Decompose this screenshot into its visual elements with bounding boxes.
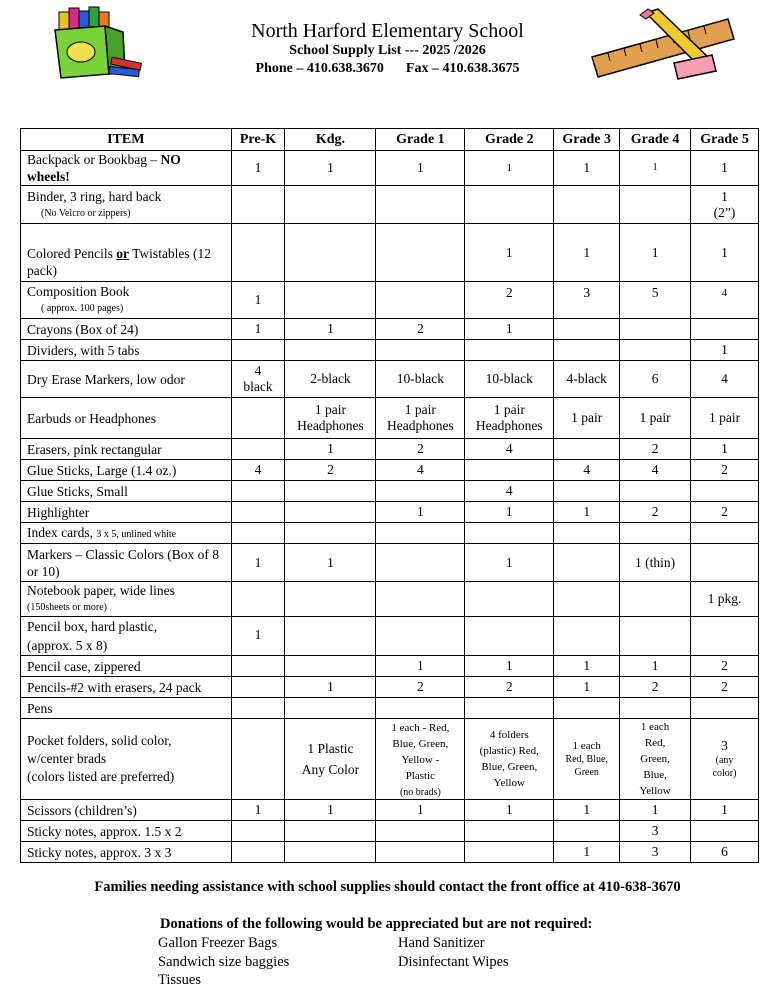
table-row [21, 361, 759, 398]
cell-grade-4 [620, 186, 691, 224]
cell-grade-3 [554, 481, 620, 502]
cell-prek: 1 [231, 800, 285, 821]
cell-grade-1 [376, 340, 465, 361]
cell-kdg: 2 [285, 460, 376, 481]
table-row [21, 460, 759, 481]
cell-grade-2: 1 [465, 151, 554, 186]
cell-grade-1 [376, 282, 465, 319]
phone-number: Phone – 410.638.3670 [255, 61, 384, 76]
cell-value: Blue, Green, [392, 737, 449, 750]
cell-value: (no brads) [399, 786, 441, 798]
cell-grade-1 [376, 719, 465, 800]
cell-grade-3: 4-black [554, 361, 620, 398]
cell-kdg: 1 [285, 544, 376, 582]
supply-list-table [20, 128, 759, 863]
cell-prek [231, 719, 285, 800]
table-row [21, 502, 759, 523]
cell-grade-5 [691, 719, 759, 800]
cell-grade-4: 1 [620, 151, 691, 186]
cell-prek: 4 [231, 460, 285, 481]
cell-kdg [285, 821, 376, 842]
cell-grade-4: 2 [620, 502, 691, 523]
item-earbuds: Earbuds or Headphones [21, 398, 232, 439]
donation-item: Disinfectant Wipes [398, 954, 509, 970]
cell-grade-1 [376, 481, 465, 502]
cell-grade-3 [554, 340, 620, 361]
item-scissors: Scissors (children’s) [21, 800, 232, 821]
cell-grade-1 [376, 523, 465, 544]
donations-title: Donations of the following would be appreciated but are not required: [160, 916, 593, 932]
cell-grade-1 [376, 582, 465, 617]
header-grade-4: Grade 4 [620, 129, 691, 151]
item-pens: Pens [21, 698, 232, 719]
cell-grade-1 [376, 224, 465, 282]
cell-prek: 1 [231, 319, 285, 340]
cell-grade-5 [691, 617, 759, 656]
cell-prek [231, 523, 285, 544]
cell-value: (2”) [713, 204, 736, 220]
table-row [21, 821, 759, 842]
item-notebook-paper [21, 582, 232, 617]
cell-prek: 1 [231, 617, 285, 656]
cell-grade-4: 3 [620, 821, 691, 842]
cell-grade-4: 1 [620, 656, 691, 677]
cell-grade-4: 1 [620, 800, 691, 821]
cell-kdg [285, 186, 376, 224]
table-row [21, 544, 759, 582]
cell-kdg [285, 698, 376, 719]
cell-grade-4 [620, 523, 691, 544]
cell-value: Red, Blue, [565, 753, 608, 765]
item-text: (colors listed are preferred) [27, 769, 175, 784]
cell-grade-2: 1 [465, 544, 554, 582]
donation-item: Hand Sanitizer [398, 935, 485, 951]
item-backpack [21, 151, 232, 186]
cell-grade-2: 4 [465, 439, 554, 460]
cell-value: Blue, [643, 769, 667, 781]
table-row [21, 319, 759, 340]
cell-value: Yellow [639, 785, 671, 797]
cell-grade-4: 3 [620, 842, 691, 863]
cell-kdg [285, 617, 376, 656]
cell-grade-4: 2 [620, 439, 691, 460]
cell-grade-5: 4 [691, 282, 759, 319]
cell-prek [231, 656, 285, 677]
cell-grade-3: 1 [554, 800, 620, 821]
fax-number: Fax – 410.638.3675 [405, 61, 520, 76]
item-pocket-folders [21, 719, 232, 800]
cell-grade-3: 1 [554, 842, 620, 863]
cell-grade-4 [620, 582, 691, 617]
cell-prek [231, 677, 285, 698]
cell-grade-4 [620, 481, 691, 502]
table-row [21, 439, 759, 460]
table-row [21, 398, 759, 439]
cell-prek [231, 361, 285, 398]
cell-grade-5: 1 [691, 439, 759, 460]
cell-grade-5: 6 [691, 842, 759, 863]
cell-value: 1 Plastic [307, 741, 354, 756]
cell-grade-2 [465, 398, 554, 439]
cell-grade-2: 4 [465, 481, 554, 502]
table-row [21, 186, 759, 224]
cell-grade-2 [465, 842, 554, 863]
cell-kdg [285, 656, 376, 677]
item-text: Index cards, [27, 524, 97, 540]
cell-kdg: 1 [285, 151, 376, 186]
header-grade-1: Grade 1 [376, 129, 465, 151]
cell-grade-3 [554, 523, 620, 544]
item-binder [21, 186, 232, 224]
item-sticky-notes-large: Sticky notes, approx. 3 x 3 [21, 842, 232, 863]
cell-grade-1 [376, 821, 465, 842]
item-text: Twistables (12 pack) [27, 246, 212, 278]
list-subtitle: School Supply List --- 2025 /2026 [289, 43, 486, 58]
cell-grade-3: 1 [554, 677, 620, 698]
cell-grade-4: 4 [620, 460, 691, 481]
cell-grade-1: 1 [376, 656, 465, 677]
cell-grade-2: 2 [465, 282, 554, 319]
assistance-note: Families needing assistance with school supplies should contact the front office at 410-638-3670 [94, 879, 681, 895]
cell-grade-3: 4 [554, 460, 620, 481]
cell-grade-5: 4 [691, 361, 759, 398]
cell-grade-3 [554, 186, 620, 224]
item-erasers: Erasers, pink rectangular [21, 439, 232, 460]
cell-value: black [243, 379, 273, 394]
cell-grade-5: 1 [691, 224, 759, 282]
item-text: Pencil box, hard plastic, [27, 619, 158, 634]
table-row [21, 677, 759, 698]
cell-value: Green [574, 766, 599, 778]
item-note: ( approx. 100 pages) [41, 303, 124, 314]
item-emphasis: or [116, 246, 129, 261]
cell-grade-2: 1 [465, 319, 554, 340]
cell-grade-4: 5 [620, 282, 691, 319]
item-text: Pocket folders, solid color, [27, 733, 172, 748]
cell-grade-3 [554, 821, 620, 842]
cell-grade-1: 1 [376, 800, 465, 821]
cell-grade-3 [554, 698, 620, 719]
cell-prek [231, 224, 285, 282]
cell-grade-4: 1 (thin) [620, 544, 691, 582]
item-markers: Markers – Classic Colors (Box of 8 or 10) [21, 544, 232, 582]
cell-grade-5 [691, 186, 759, 224]
item-glue-sticks-large: Glue Sticks, Large (1.4 oz.) [21, 460, 232, 481]
cell-value: Headphones [297, 418, 364, 433]
cell-kdg: 2-black [285, 361, 376, 398]
cell-kdg [285, 398, 376, 439]
item-highlighter: Highlighter [21, 502, 232, 523]
item-index-cards [21, 523, 232, 544]
cell-grade-1: 2 [376, 319, 465, 340]
cell-grade-1: 1 [376, 502, 465, 523]
cell-grade-3 [554, 319, 620, 340]
cell-grade-3: 1 [554, 224, 620, 282]
item-composition-book [21, 282, 232, 319]
item-pencil-box [21, 617, 232, 656]
cell-value: 1 pair [493, 402, 525, 417]
cell-prek [231, 340, 285, 361]
table-row [21, 523, 759, 544]
cell-value: Any Color [301, 762, 360, 777]
cell-grade-3 [554, 544, 620, 582]
cell-grade-4: 1 [620, 224, 691, 282]
cell-prek [231, 439, 285, 460]
cell-grade-1: 4 [376, 460, 465, 481]
cell-grade-3: 3 [554, 282, 620, 319]
cell-grade-4 [620, 617, 691, 656]
cell-prek [231, 842, 285, 863]
item-sticky-notes-small: Sticky notes, approx. 1.5 x 2 [21, 821, 232, 842]
cell-grade-4 [620, 319, 691, 340]
donation-item: Sandwich size baggies [158, 954, 290, 970]
cell-grade-2 [465, 460, 554, 481]
cell-value: 1 pair [404, 402, 436, 417]
cell-grade-5 [691, 481, 759, 502]
donation-item: Tissues [158, 972, 201, 988]
cell-grade-1 [376, 617, 465, 656]
cell-grade-2: 1 [465, 502, 554, 523]
cell-grade-3 [554, 439, 620, 460]
header-grade-5: Grade 5 [691, 129, 759, 151]
header-kdg: Kdg. [285, 129, 376, 151]
cell-grade-4 [620, 698, 691, 719]
header-grade-2: Grade 2 [465, 129, 554, 151]
cell-value: 3 [721, 738, 728, 753]
cell-value: Yellow [493, 777, 525, 789]
cell-grade-2: 1 [465, 800, 554, 821]
cell-grade-2 [465, 523, 554, 544]
cell-value: 1 each [572, 739, 601, 752]
cell-grade-1: 10-black [376, 361, 465, 398]
table-row [21, 656, 759, 677]
cell-grade-2 [465, 340, 554, 361]
cell-grade-5: 2 [691, 502, 759, 523]
cell-grade-1 [376, 698, 465, 719]
cell-value: Green, [640, 753, 670, 765]
cell-grade-2 [465, 186, 554, 224]
cell-grade-4 [620, 340, 691, 361]
cell-kdg [285, 340, 376, 361]
item-text: Backpack or Bookbag – [27, 152, 161, 167]
cell-grade-1 [376, 544, 465, 582]
table-row [21, 842, 759, 863]
header-prek: Pre-K [231, 129, 285, 151]
cell-value: 1 pair [314, 402, 346, 417]
cell-grade-3: 1 [554, 656, 620, 677]
table-row [21, 282, 759, 319]
cell-prek: 1 [231, 151, 285, 186]
cell-grade-5: 1 [691, 800, 759, 821]
cell-grade-3 [554, 719, 620, 800]
cell-grade-5: 2 [691, 656, 759, 677]
item-note: (No Velcro or zippers) [41, 207, 131, 219]
cell-kdg [285, 842, 376, 863]
table-row [21, 582, 759, 617]
cell-kdg [285, 502, 376, 523]
table-row [21, 617, 759, 656]
table-row [21, 719, 759, 800]
item-note: (150sheets or more) [27, 602, 107, 613]
cell-grade-3: 1 [554, 151, 620, 186]
cell-grade-2: 10-black [465, 361, 554, 398]
cell-grade-1: 2 [376, 677, 465, 698]
cell-grade-1: 2 [376, 439, 465, 460]
header-item: ITEM [21, 129, 232, 151]
cell-value: Yellow - [401, 753, 440, 766]
cell-value: Headphones [387, 418, 454, 433]
cell-grade-5: 2 [691, 677, 759, 698]
cell-kdg [285, 224, 376, 282]
cell-prek: 1 [231, 282, 285, 319]
cell-value: 1 each - Red, [391, 721, 450, 734]
cell-grade-5: 1 [691, 340, 759, 361]
item-text: Notebook paper, wide lines [27, 583, 175, 598]
cell-grade-1 [376, 398, 465, 439]
cell-prek [231, 582, 285, 617]
cell-value: Plastic [405, 769, 436, 782]
cell-kdg: 1 [285, 439, 376, 460]
item-text: Composition Book [27, 284, 130, 299]
cell-grade-2: 1 [465, 656, 554, 677]
table-row [21, 800, 759, 821]
cell-grade-1 [376, 842, 465, 863]
cell-prek [231, 821, 285, 842]
cell-grade-5: 2 [691, 460, 759, 481]
item-note: 3 x 5, unlined white [96, 528, 177, 540]
cell-grade-4: 6 [620, 361, 691, 398]
cell-grade-2 [465, 582, 554, 617]
cell-grade-2 [465, 719, 554, 800]
cell-kdg [285, 481, 376, 502]
cell-kdg [285, 719, 376, 800]
cell-grade-5 [691, 544, 759, 582]
cell-grade-2 [465, 821, 554, 842]
item-dividers: Dividers, with 5 tabs [21, 340, 232, 361]
table-row [21, 340, 759, 361]
cell-prek [231, 186, 285, 224]
pencil-ruler-clipart [588, 5, 738, 85]
cell-value: 4 folders [489, 729, 529, 741]
cell-value: Blue, Green, [481, 761, 538, 773]
cell-kdg: 1 [285, 319, 376, 340]
cell-value: (any [715, 755, 734, 766]
table-row [21, 151, 759, 186]
cell-grade-4 [620, 719, 691, 800]
cell-grade-4: 2 [620, 677, 691, 698]
cell-kdg: 1 [285, 800, 376, 821]
item-colored-pencils [21, 224, 232, 282]
cell-grade-4: 1 pair [620, 398, 691, 439]
item-dry-erase-markers: Dry Erase Markers, low odor [21, 361, 232, 398]
item-text: (approx. 5 x 8) [27, 638, 108, 653]
cell-kdg: 1 [285, 677, 376, 698]
cell-value: 1 each [640, 721, 670, 733]
cell-grade-5: 1 pkg. [691, 582, 759, 617]
cell-prek [231, 502, 285, 523]
cell-prek [231, 698, 285, 719]
cell-grade-5 [691, 821, 759, 842]
cell-value: color) [712, 768, 737, 779]
donation-item: Gallon Freezer Bags [158, 935, 278, 951]
item-pencil-case: Pencil case, zippered [21, 656, 232, 677]
cell-prek [231, 481, 285, 502]
item-emphasis: NO wheels! [27, 152, 181, 184]
table-row [21, 224, 759, 282]
cell-grade-5: 1 [691, 151, 759, 186]
cell-grade-1 [376, 186, 465, 224]
item-text: Colored Pencils [27, 246, 117, 261]
cell-grade-5: 1 pair [691, 398, 759, 439]
table-row [21, 481, 759, 502]
cell-grade-2 [465, 698, 554, 719]
cell-prek [231, 398, 285, 439]
school-name: North Harford Elementary School [251, 20, 524, 42]
table-header-row [21, 129, 759, 151]
cell-grade-3 [554, 582, 620, 617]
cell-prek: 1 [231, 544, 285, 582]
cell-grade-2: 2 [465, 677, 554, 698]
cell-grade-3 [554, 617, 620, 656]
item-glue-sticks-small: Glue Sticks, Small [21, 481, 232, 502]
cell-grade-3: 1 [554, 502, 620, 523]
cell-kdg [285, 282, 376, 319]
item-crayons: Crayons (Box of 24) [21, 319, 232, 340]
item-text: Binder, 3 ring, hard back [27, 188, 162, 204]
cell-grade-5 [691, 319, 759, 340]
cell-value: Red, [644, 737, 666, 749]
cell-kdg [285, 523, 376, 544]
cell-value: Headphones [475, 418, 543, 433]
cell-grade-2 [465, 617, 554, 656]
cell-grade-2: 1 [465, 224, 554, 282]
cell-grade-5 [691, 523, 759, 544]
page-header [0, 0, 775, 110]
cell-kdg [285, 582, 376, 617]
cell-grade-3: 1 pair [554, 398, 620, 439]
item-pencils: Pencils-#2 with erasers, 24 pack [21, 677, 232, 698]
cell-value: 4 [254, 363, 262, 378]
cell-grade-5 [691, 698, 759, 719]
header-grade-3: Grade 3 [554, 129, 620, 151]
cell-value: (plastic) Red, [479, 745, 539, 757]
cell-value: 1 [721, 188, 728, 204]
cell-grade-1: 1 [376, 151, 465, 186]
item-text: w/center brads [27, 751, 107, 766]
table-row [21, 698, 759, 719]
